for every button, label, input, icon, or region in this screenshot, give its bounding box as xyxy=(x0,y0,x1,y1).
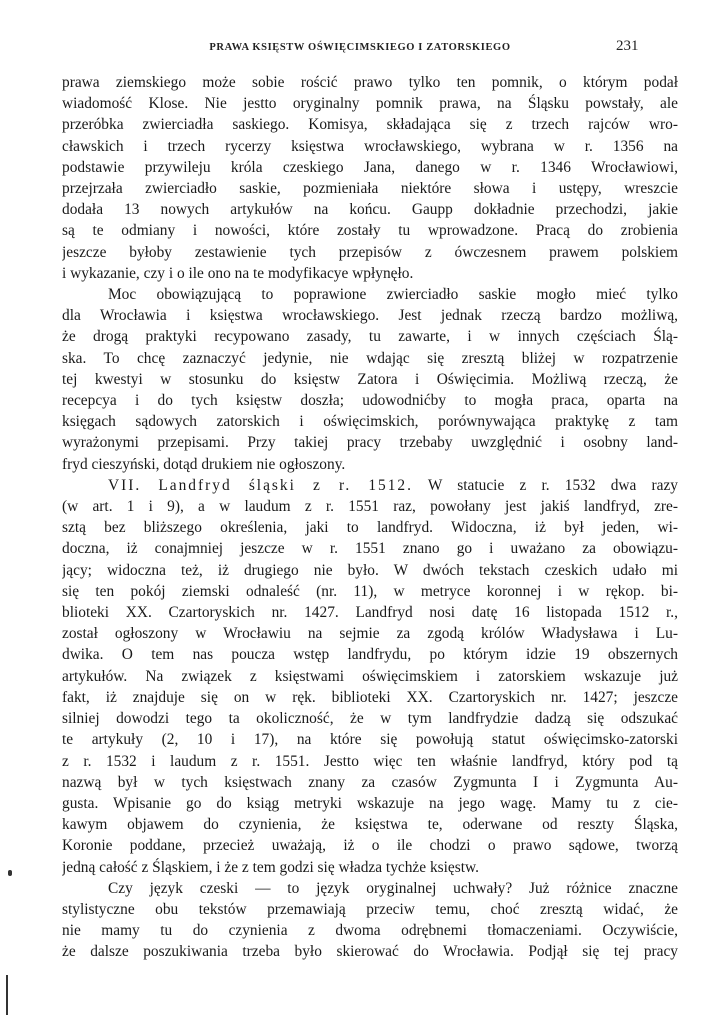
text-line: i wykazanie, czy i o ile ono na te modyfikacye wpłynęło. xyxy=(62,264,414,282)
paragraph-1 xyxy=(62,72,678,284)
text-line: wiadomość Klose. Nie jestto oryginalny pomnik prawa, na Śląsku powstały, ale xyxy=(62,95,678,113)
text-line: że dalsze poszukiwania trzeba było skierować do Wrocławia. Podjął się tej pracy xyxy=(62,943,678,961)
text-line: jeszcze byłoby zestawienie tych przepisów z ówczesnem prawem polskiem xyxy=(62,243,678,261)
text-line: tej kwestyi w stosunku do księstw Zatora i Oświęcimia. Możliwą rzeczą, że xyxy=(62,370,678,388)
text-line: sztą bez bliższego określenia, jaki to landfryd. Widoczna, iż był jeden, wi- xyxy=(62,519,678,537)
text-line: silniej dowodzi tego ta okoliczność, że w tym landfrydzie dadzą się odszukać xyxy=(62,710,678,728)
text-line: jący; widoczna też, iż drugiego nie było. W dwóch tekstach czeskich udało mi xyxy=(62,561,678,579)
text-line: prawa ziemskiego może sobie rościć prawo tylko ten pomnik, o którym podał xyxy=(62,74,678,91)
text-line: nazwą był w tych księstwach znany za czasów Zygmunta I i Zygmunta Au- xyxy=(62,773,678,791)
margin-dot-mark xyxy=(8,870,12,876)
text-line: artykułów. Na związek z księstwami oświęcimskiem i zatorskiem wskazuje już xyxy=(62,667,678,685)
text-line: (w art. 1 i 9), a w laudum z r. 1551 raz, powołany jest jakiś landfryd, zre- xyxy=(62,498,678,516)
text-line: są te odmiany i nowości, które zostały tu wprowadzone. Pracą do zrobienia xyxy=(62,222,678,240)
text-line: stylistyczne obu tekstów przemawiają przeciw temu, choć zresztą widać, że xyxy=(62,900,678,918)
body-text xyxy=(62,72,678,963)
text-line: te artykuły (2, 10 i 17), na które się powołują statut oświęcimsko-zatorski xyxy=(62,731,678,749)
text-line: jedną całość z Śląskiem, i że z tem godzi się władza tychże księstw. xyxy=(62,858,479,876)
text-line xyxy=(62,475,678,496)
running-title: PRAWA KSIĘSTW OŚWIĘCIMSKIEGO I ZATORSKIEGO xyxy=(209,42,511,53)
text-line: fakt, iż znajduje się on w ręk. biblioteki XX. Czartoryskich nr. 1427; jeszcze xyxy=(62,688,678,706)
text-line: cławskich i trzech rycerzy księstwa wrocławskiego, wybrana w r. 1356 na xyxy=(62,137,678,155)
text-line: ska. To chcę zaznaczyć jedynie, nie wdając się zresztą bliżej w rozpatrzenie xyxy=(62,349,678,367)
text-line: blioteki XX. Czartoryskich nr. 1427. Landfryd nosi datę 16 listopada 1512 r., xyxy=(62,604,678,622)
page-number: 231 xyxy=(616,38,639,54)
paragraph-4 xyxy=(62,878,678,963)
text-line: Czy język czeski — to język oryginalnej uchwały? Już różnice znaczne xyxy=(108,879,678,897)
margin-rule-mark xyxy=(6,975,8,1015)
text-line: Moc obowiązującą to poprawione zwierciadło saskie mogło mieć tylko xyxy=(108,286,678,304)
paragraph-2 xyxy=(62,284,678,475)
text-line: podstawie przywileju króla czeskiego Jana, danego w r. 1346 Wrocławiowi, xyxy=(62,158,678,176)
text-line: kawym objawem do czynienia, że księstwa te, oderwane od reszty Śląska, xyxy=(62,816,678,834)
text-line: dla Wrocławia i księstwa wrocławskiego. Jest jednak rzeczą bardzo możliwą, xyxy=(62,307,678,325)
section-heading: VII. Landfryd śląski z r. 1512. xyxy=(108,476,413,494)
text-line: że drogą praktyki recypowano zasady, tu zawarte, i w innych częściach Ślą- xyxy=(62,328,678,346)
text-line: księgach sądowych zatorskich i oświęcimskich, porównywająca praktykę z tam xyxy=(62,413,678,431)
text-line: gusta. Wpisanie go do ksiąg metryki wskazuje na jego wagę. Mamy tu z cie- xyxy=(62,794,678,812)
text-line: został ogłoszony w Wrocławiu na sejmie za zgodą królów Władysława i Lu- xyxy=(62,625,678,643)
text-line: Koronie poddane, przecież uważają, iż o ile chodzi o prawo sądowe, tworzą xyxy=(62,837,678,855)
text-line: się ten pokój ziemski odnaleść (nr. 11), w metryce koronnej i w rękop. bi- xyxy=(62,582,678,600)
text-line: dodała 13 nowych artykułów na końcu. Gaupp dokładnie przechodzi, jakie xyxy=(62,201,678,219)
text-line: doczna, iż conajmniej jeszcze w r. 1551 znano go i uważano za obowiązu- xyxy=(62,540,678,558)
text-line: fryd cieszyński, dotąd drukiem nie ogłoszony. xyxy=(62,455,346,473)
text-line: dwika. O tem nas poucza wstęp landfrydu, po którym idzie 19 obszernych xyxy=(62,646,678,664)
paragraph-3 xyxy=(62,475,678,878)
text-line: nie mamy tu do czynienia z dwoma odrębnemi tłomaczeniami. Oczywiście, xyxy=(62,922,678,940)
text-line: przejrzała zwierciadło saskie, pozmieniała niektóre słowa i ustępy, wreszcie xyxy=(62,180,678,198)
text-line: przeróbka zwierciadła saskiego. Komisya, składająca się z trzech rajców wro- xyxy=(62,116,678,134)
text-line: z r. 1532 i laudum z r. 1551. Jestto więc ten właśnie landfryd, który pod tą xyxy=(62,752,678,770)
text-line-rest: W statucie z r. 1532 dwa razy xyxy=(412,476,678,494)
text-line: wyrażonymi przepisami. Przy takiej pracy trzebaby uwzględnić i osobny land- xyxy=(62,434,678,452)
text-line: recepcya i do tych księstw doszła; udowodnićby to mogła praca, oparta na xyxy=(62,392,678,410)
